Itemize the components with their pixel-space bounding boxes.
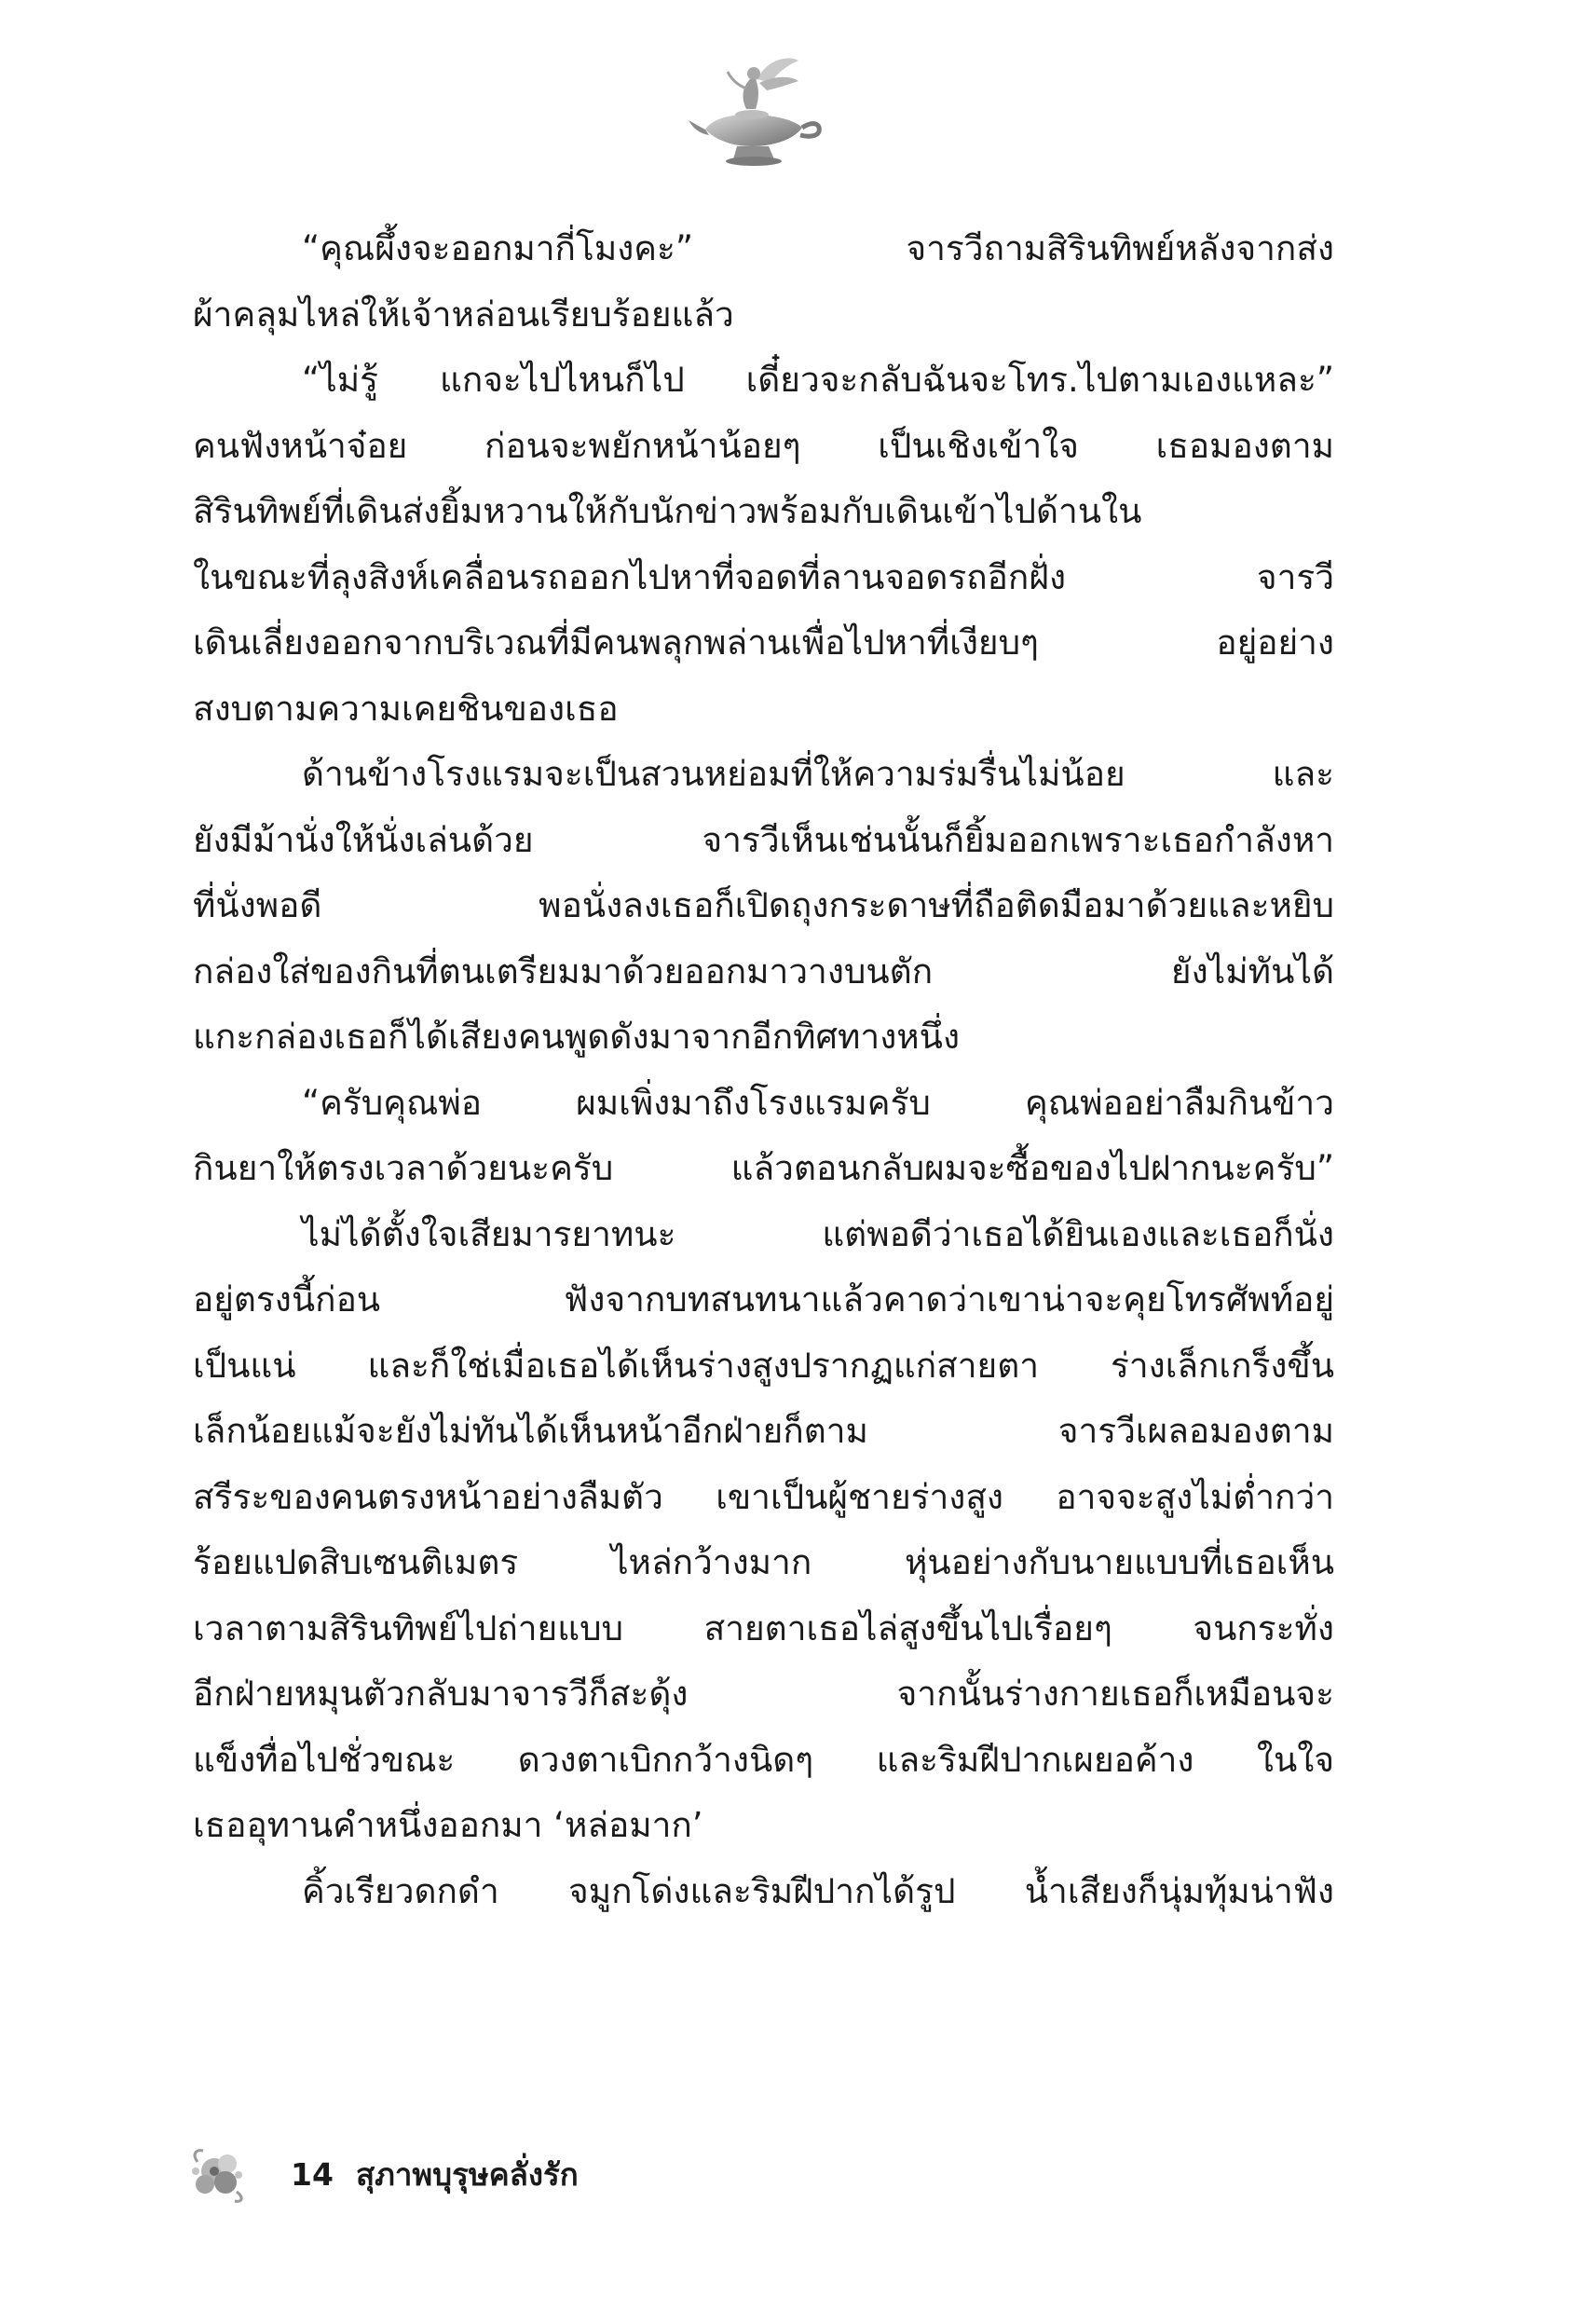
body-text (193, 216, 1334, 1924)
text-line: ด้านข้างโรงแรมจะเป็นสวนหย่อมที่ให้ความร่มรื่นไม่น้อย และ (302, 754, 1334, 794)
text-line: อีกฝ่ายหมุนตัวกลับมาจารวีก็สะดุ้ง จากนั้นร่างกายเธอก็เหมือนจะ (193, 1674, 1334, 1714)
text-line: สิรินทิพย์ที่เดินส่งยิ้มหวานให้กับนักข่าวพร้อมกับเดินเข้าไปด้านใน (193, 491, 1142, 531)
text-line: เล็กน้อยแม้จะยังไม่ทันได้เห็นหน้าอีกฝ่ายก็ตาม จารวีเผลอมองตาม (193, 1411, 1334, 1451)
book-title: สุภาพบุรุษคลั่งรัก (356, 2156, 579, 2193)
text-line: แกะกล่องเธอก็ได้เสียงคนพูดดังมาจากอีกทิศทางหนึ่ง (193, 1017, 961, 1057)
text-line: สรีระของคนตรงหน้าอย่างลืมตัว เขาเป็นผู้ชายร่างสูง อาจจะสูงไม่ต่ำกว่า (193, 1476, 1334, 1517)
text-line: “ครับคุณพ่อ ผมเพิ่งมาถึงโรงแรมครับ คุณพ่ออย่าลืมกินข้าว (302, 1082, 1334, 1123)
text-line: “ไม่รู้ แกจะไปไหนก็ไป เดี๋ยวจะกลับฉันจะโทร.ไปตามเองแหละ” (302, 360, 1334, 400)
text-line: ผ้าคลุมไหล่ให้เจ้าหล่อนเรียบร้อยแล้ว (193, 294, 734, 335)
text-line: เวลาตามสิรินทิพย์ไปถ่ายแบบ สายตาเธอไล่สูงขึ้นไปเรื่อยๆ จนกระทั่ง (193, 1607, 1334, 1648)
text-line: อยู่ตรงนี้ก่อน ฟังจากบทสนทนาแล้วคาดว่าเขาน่าจะคุยโทรศัพท์อยู่ (193, 1279, 1334, 1320)
page-number: 14 (291, 2156, 334, 2193)
text-line: กินยาให้ตรงเวลาด้วยนะครับ แล้วตอนกลับผมจะซื้อของไปฝากนะครับ” (193, 1148, 1334, 1188)
text-line: “คุณผึ้งจะออกมากี่โมงคะ” จารวีถามสิรินทิพย์หลังจากส่ง (302, 228, 1334, 268)
page-footer (186, 2143, 839, 2208)
text-line: กล่องใส่ของกินที่ตนเตรียมมาด้วยออกมาวางบนตัก ยังไม่ทันได้ (193, 950, 1334, 991)
flower-ornament-icon (186, 2143, 253, 2207)
text-line: สงบตามความเคยชินของเธอ (193, 688, 619, 729)
text-line: ในขณะที่ลุงสิงห์เคลื่อนรถออกไปหาที่จอดที่ลานจอดรถอีกฝั่ง จารวี (193, 556, 1334, 597)
text-line: แข็งทื่อไปชั่วขณะ ดวงตาเบิกกว้างนิดๆ และริมฝีปากเผยอค้าง ในใจ (193, 1739, 1334, 1780)
text-line: ร้อยแปดสิบเซนติเมตร ไหล่กว้างมาก หุ่นอย่างกับนายแบบที่เธอเห็น (193, 1542, 1334, 1582)
text-line: ไม่ได้ตั้งใจเสียมารยาทนะ แต่พอดีว่าเธอได้ยินเองและเธอก็นั่ง (302, 1213, 1334, 1254)
text-line: ยังมีม้านั่งให้นั่งเล่นด้วย จารวีเห็นเช่นนั้นก็ยิ้มออกเพราะเธอกำลังหา (193, 819, 1334, 860)
magic-lamp-ornament-icon (685, 51, 825, 172)
text-line: เดินเลี่ยงออกจากบริเวณที่มีคนพลุกพล่านเพื่อไปหาที่เงียบๆ อยู่อย่าง (193, 622, 1334, 663)
text-line: ที่นั่งพอดี พอนั่งลงเธอก็เปิดถุงกระดาษที่ถือติดมือมาด้วยและหยิบ (193, 885, 1334, 925)
text-line: เธออุทานคำหนึ่งออกมา ‘หล่อมาก’ (193, 1805, 703, 1845)
text-line: เป็นแน่ และก็ใช่เมื่อเธอได้เห็นร่างสูงปรากฏแก่สายตา ร่างเล็กเกร็งขึ้น (193, 1345, 1334, 1386)
text-line: คิ้วเรียวดกดำ จมูกโด่งและริมฝีปากได้รูป น้ำเสียงก็นุ่มทุ้มน่าฟัง (302, 1870, 1334, 1911)
text-line: คนฟังหน้าจ๋อย ก่อนจะพยักหน้าน้อยๆ เป็นเชิงเข้าใจ เธอมองตาม (193, 425, 1334, 466)
